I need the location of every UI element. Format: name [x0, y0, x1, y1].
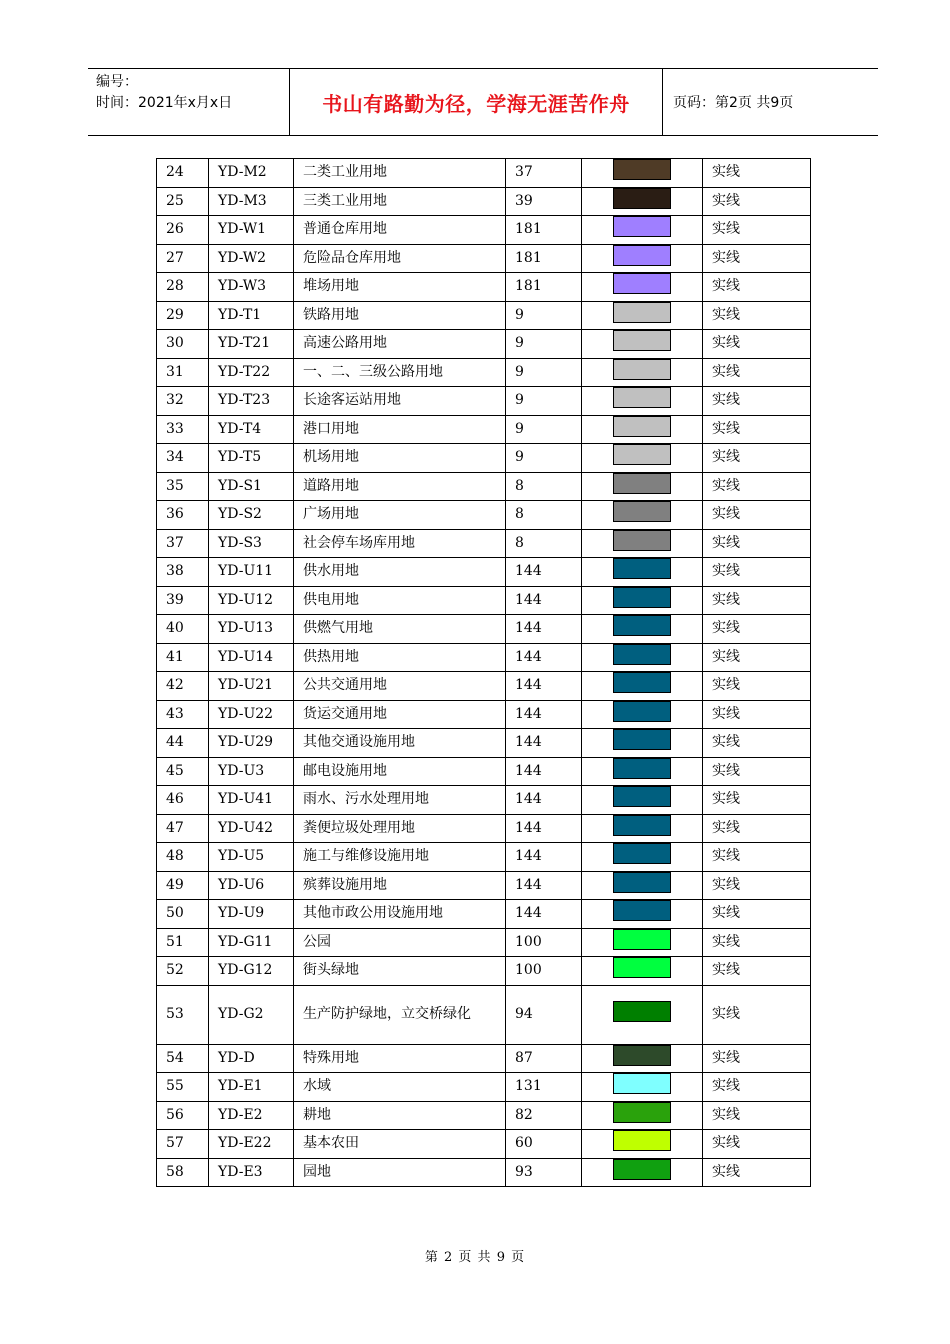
- land-use-code-cell: YD-U41: [209, 786, 294, 815]
- row-number-cell: 27: [157, 244, 209, 273]
- table-row: [157, 643, 811, 672]
- color-swatch-cell: [582, 643, 703, 672]
- color-swatch: [613, 929, 671, 950]
- line-type-cell: 实线: [703, 387, 811, 416]
- color-swatch-cell: [582, 985, 703, 1044]
- color-swatch-cell: [582, 558, 703, 587]
- row-number-cell: 34: [157, 444, 209, 473]
- land-use-name-cell: 港口用地: [294, 415, 506, 444]
- table-row: [157, 187, 811, 216]
- row-number-cell: 42: [157, 672, 209, 701]
- land-use-code-cell: YD-U3: [209, 757, 294, 786]
- line-type-cell: 实线: [703, 729, 811, 758]
- table-row: [157, 330, 811, 359]
- row-number-cell: 56: [157, 1101, 209, 1130]
- color-swatch: [613, 558, 671, 579]
- color-index-cell: 8: [506, 472, 582, 501]
- land-use-name-cell: 普通仓库用地: [294, 216, 506, 245]
- color-index-cell: 144: [506, 672, 582, 701]
- table-row: [157, 244, 811, 273]
- land-use-code-cell: YD-M3: [209, 187, 294, 216]
- land-use-name-cell: 供燃气用地: [294, 615, 506, 644]
- land-use-code-cell: YD-U5: [209, 843, 294, 872]
- land-use-code-cell: YD-W3: [209, 273, 294, 302]
- color-index-cell: 144: [506, 871, 582, 900]
- color-index-cell: 9: [506, 415, 582, 444]
- table-row: [157, 415, 811, 444]
- line-type-cell: 实线: [703, 900, 811, 929]
- table-row: [157, 529, 811, 558]
- land-use-code-cell: YD-T5: [209, 444, 294, 473]
- land-use-code-cell: YD-U9: [209, 900, 294, 929]
- row-number-cell: 46: [157, 786, 209, 815]
- land-use-code-cell: YD-U12: [209, 586, 294, 615]
- row-number-cell: 52: [157, 957, 209, 986]
- land-use-code-cell: YD-S1: [209, 472, 294, 501]
- color-index-cell: 144: [506, 643, 582, 672]
- color-swatch: [613, 444, 671, 465]
- page-header: [88, 68, 878, 136]
- land-use-code-cell: YD-G12: [209, 957, 294, 986]
- row-number-cell: 49: [157, 871, 209, 900]
- header-motto: 书山有路勤为径，学海无涯苦作舟: [290, 69, 663, 135]
- color-swatch: [613, 615, 671, 636]
- table-row: [157, 928, 811, 957]
- land-use-code-cell: YD-U6: [209, 871, 294, 900]
- header-number-label: 编号：: [96, 74, 138, 90]
- color-index-cell: 181: [506, 216, 582, 245]
- color-swatch-cell: [582, 301, 703, 330]
- color-index-cell: 144: [506, 786, 582, 815]
- row-number-cell: 41: [157, 643, 209, 672]
- color-index-cell: 8: [506, 501, 582, 530]
- land-use-name-cell: 生产防护绿地，立交桥绿化: [294, 985, 506, 1044]
- row-number-cell: 31: [157, 358, 209, 387]
- row-number-cell: 29: [157, 301, 209, 330]
- land-use-name-cell: 公园: [294, 928, 506, 957]
- table-row: [157, 1073, 811, 1102]
- land-use-code-cell: YD-U14: [209, 643, 294, 672]
- land-use-name-cell: 三类工业用地: [294, 187, 506, 216]
- color-swatch-cell: [582, 928, 703, 957]
- color-swatch: [613, 957, 671, 978]
- table-row: [157, 273, 811, 302]
- line-type-cell: 实线: [703, 501, 811, 530]
- row-number-cell: 37: [157, 529, 209, 558]
- line-type-cell: 实线: [703, 1101, 811, 1130]
- color-swatch: [613, 900, 671, 921]
- table-row: [157, 387, 811, 416]
- line-type-cell: 实线: [703, 1158, 811, 1187]
- color-swatch-cell: [582, 900, 703, 929]
- color-swatch: [613, 159, 671, 180]
- color-index-cell: 9: [506, 387, 582, 416]
- land-use-name-cell: 公共交通用地: [294, 672, 506, 701]
- color-swatch-cell: [582, 387, 703, 416]
- land-use-code-cell: YD-T21: [209, 330, 294, 359]
- land-use-name-cell: 广场用地: [294, 501, 506, 530]
- table-row: [157, 615, 811, 644]
- land-use-name-cell: 道路用地: [294, 472, 506, 501]
- table-row: [157, 358, 811, 387]
- color-index-cell: 100: [506, 957, 582, 986]
- table-row: [157, 216, 811, 245]
- land-use-name-cell: 邮电设施用地: [294, 757, 506, 786]
- land-use-name-cell: 供水用地: [294, 558, 506, 587]
- land-use-name-cell: 耕地: [294, 1101, 506, 1130]
- row-number-cell: 33: [157, 415, 209, 444]
- line-type-cell: 实线: [703, 444, 811, 473]
- table-row: [157, 1158, 811, 1187]
- color-index-cell: 144: [506, 558, 582, 587]
- land-use-name-cell: 社会停车场库用地: [294, 529, 506, 558]
- table-row: [157, 786, 811, 815]
- row-number-cell: 50: [157, 900, 209, 929]
- row-number-cell: 39: [157, 586, 209, 615]
- line-type-cell: 实线: [703, 244, 811, 273]
- table-row: [157, 444, 811, 473]
- color-index-cell: 131: [506, 1073, 582, 1102]
- land-use-name-cell: 高速公路用地: [294, 330, 506, 359]
- color-swatch: [613, 672, 671, 693]
- color-index-cell: 144: [506, 700, 582, 729]
- color-index-cell: 82: [506, 1101, 582, 1130]
- color-index-cell: 93: [506, 1158, 582, 1187]
- color-swatch-cell: [582, 415, 703, 444]
- page-footer: 第 2 页 共 9 页: [424, 1250, 526, 1265]
- color-index-cell: 144: [506, 814, 582, 843]
- line-type-cell: 实线: [703, 843, 811, 872]
- table-row: [157, 1101, 811, 1130]
- color-swatch: [613, 843, 671, 864]
- land-use-name-cell: 长途客运站用地: [294, 387, 506, 416]
- land-use-name-cell: 街头绿地: [294, 957, 506, 986]
- header-meta: [88, 69, 290, 135]
- color-index-cell: 9: [506, 301, 582, 330]
- land-use-code-cell: YD-U21: [209, 672, 294, 701]
- color-swatch: [613, 1102, 671, 1123]
- table-row: [157, 301, 811, 330]
- land-use-name-cell: 堆场用地: [294, 273, 506, 302]
- land-use-code-cell: YD-E3: [209, 1158, 294, 1187]
- line-type-cell: 实线: [703, 159, 811, 188]
- color-index-cell: 9: [506, 330, 582, 359]
- land-use-name-cell: 施工与维修设施用地: [294, 843, 506, 872]
- color-index-cell: 144: [506, 615, 582, 644]
- line-type-cell: 实线: [703, 643, 811, 672]
- line-type-cell: 实线: [703, 871, 811, 900]
- color-swatch: [613, 1073, 671, 1094]
- line-type-cell: 实线: [703, 472, 811, 501]
- line-type-cell: 实线: [703, 615, 811, 644]
- color-swatch: [613, 473, 671, 494]
- color-index-cell: 9: [506, 358, 582, 387]
- line-type-cell: 实线: [703, 757, 811, 786]
- land-use-code-cell: YD-D: [209, 1044, 294, 1073]
- row-number-cell: 43: [157, 700, 209, 729]
- land-use-name-cell: 二类工业用地: [294, 159, 506, 188]
- line-type-cell: 实线: [703, 529, 811, 558]
- table-row: [157, 843, 811, 872]
- land-use-code-cell: YD-S3: [209, 529, 294, 558]
- color-swatch: [613, 330, 671, 351]
- land-use-code-cell: YD-U42: [209, 814, 294, 843]
- land-use-code-cell: YD-T23: [209, 387, 294, 416]
- row-number-cell: 53: [157, 985, 209, 1044]
- land-use-legend-table: [156, 158, 811, 1187]
- land-use-code-cell: YD-G2: [209, 985, 294, 1044]
- color-index-cell: 94: [506, 985, 582, 1044]
- color-swatch: [613, 644, 671, 665]
- color-swatch: [613, 530, 671, 551]
- land-use-code-cell: YD-W1: [209, 216, 294, 245]
- table-row: [157, 558, 811, 587]
- color-index-cell: 60: [506, 1130, 582, 1159]
- line-type-cell: 实线: [703, 1044, 811, 1073]
- color-swatch: [613, 729, 671, 750]
- line-type-cell: 实线: [703, 672, 811, 701]
- color-swatch: [613, 872, 671, 893]
- land-use-name-cell: 雨水、污水处理用地: [294, 786, 506, 815]
- table-row: [157, 814, 811, 843]
- color-swatch: [613, 1159, 671, 1180]
- color-swatch: [613, 416, 671, 437]
- color-swatch-cell: [582, 187, 703, 216]
- color-swatch-cell: [582, 586, 703, 615]
- land-use-code-cell: YD-T1: [209, 301, 294, 330]
- color-swatch-cell: [582, 700, 703, 729]
- land-use-name-cell: 其他市政公用设施用地: [294, 900, 506, 929]
- land-use-code-cell: YD-T4: [209, 415, 294, 444]
- row-number-cell: 51: [157, 928, 209, 957]
- table-row: [157, 985, 811, 1044]
- line-type-cell: 实线: [703, 1073, 811, 1102]
- color-swatch-cell: [582, 871, 703, 900]
- color-swatch: [613, 701, 671, 722]
- color-swatch-cell: [582, 757, 703, 786]
- row-number-cell: 47: [157, 814, 209, 843]
- land-use-name-cell: 危险品仓库用地: [294, 244, 506, 273]
- line-type-cell: 实线: [703, 358, 811, 387]
- color-swatch-cell: [582, 1130, 703, 1159]
- land-use-name-cell: 粪便垃圾处理用地: [294, 814, 506, 843]
- line-type-cell: 实线: [703, 928, 811, 957]
- color-swatch: [613, 501, 671, 522]
- legend-table-body: [157, 159, 811, 1187]
- line-type-cell: 实线: [703, 786, 811, 815]
- color-index-cell: 87: [506, 1044, 582, 1073]
- color-swatch-cell: [582, 330, 703, 359]
- color-swatch-cell: [582, 444, 703, 473]
- row-number-cell: 26: [157, 216, 209, 245]
- color-swatch: [613, 1045, 671, 1066]
- land-use-name-cell: 一、二、三级公路用地: [294, 358, 506, 387]
- line-type-cell: 实线: [703, 957, 811, 986]
- line-type-cell: 实线: [703, 330, 811, 359]
- land-use-code-cell: YD-E2: [209, 1101, 294, 1130]
- row-number-cell: 32: [157, 387, 209, 416]
- color-swatch: [613, 302, 671, 323]
- color-swatch: [613, 786, 671, 807]
- land-use-code-cell: YD-E22: [209, 1130, 294, 1159]
- row-number-cell: 38: [157, 558, 209, 587]
- color-swatch-cell: [582, 1044, 703, 1073]
- table-row: [157, 757, 811, 786]
- land-use-name-cell: 园地: [294, 1158, 506, 1187]
- line-type-cell: 实线: [703, 985, 811, 1044]
- land-use-name-cell: 特殊用地: [294, 1044, 506, 1073]
- table-row: [157, 1130, 811, 1159]
- table-row: [157, 472, 811, 501]
- land-use-code-cell: YD-T22: [209, 358, 294, 387]
- row-number-cell: 57: [157, 1130, 209, 1159]
- color-index-cell: 181: [506, 244, 582, 273]
- line-type-cell: 实线: [703, 187, 811, 216]
- color-swatch: [613, 273, 671, 294]
- color-index-cell: 144: [506, 757, 582, 786]
- land-use-code-cell: YD-U13: [209, 615, 294, 644]
- table-row: [157, 957, 811, 986]
- land-use-code-cell: YD-U11: [209, 558, 294, 587]
- color-swatch: [613, 758, 671, 779]
- row-number-cell: 45: [157, 757, 209, 786]
- table-row: [157, 501, 811, 530]
- land-use-code-cell: YD-U29: [209, 729, 294, 758]
- table-row: [157, 159, 811, 188]
- table-row: [157, 1044, 811, 1073]
- land-use-name-cell: 机场用地: [294, 444, 506, 473]
- color-index-cell: 100: [506, 928, 582, 957]
- land-use-name-cell: 水域: [294, 1073, 506, 1102]
- color-index-cell: 37: [506, 159, 582, 188]
- line-type-cell: 实线: [703, 301, 811, 330]
- color-swatch-cell: [582, 1158, 703, 1187]
- header-page-info: 页码：第2页 共9页: [673, 95, 794, 111]
- table-row: [157, 900, 811, 929]
- line-type-cell: 实线: [703, 1130, 811, 1159]
- color-swatch-cell: [582, 244, 703, 273]
- land-use-code-cell: YD-W2: [209, 244, 294, 273]
- color-swatch-cell: [582, 814, 703, 843]
- land-use-code-cell: YD-M2: [209, 159, 294, 188]
- line-type-cell: 实线: [703, 700, 811, 729]
- land-use-name-cell: 供热用地: [294, 643, 506, 672]
- land-use-code-cell: YD-S2: [209, 501, 294, 530]
- row-number-cell: 54: [157, 1044, 209, 1073]
- table-row: [157, 871, 811, 900]
- land-use-name-cell: 基本农田: [294, 1130, 506, 1159]
- color-index-cell: 39: [506, 187, 582, 216]
- land-use-name-cell: 货运交通用地: [294, 700, 506, 729]
- color-swatch: [613, 359, 671, 380]
- color-swatch: [613, 216, 671, 237]
- color-swatch: [613, 587, 671, 608]
- color-index-cell: 144: [506, 729, 582, 758]
- row-number-cell: 40: [157, 615, 209, 644]
- color-swatch-cell: [582, 1101, 703, 1130]
- line-type-cell: 实线: [703, 415, 811, 444]
- land-use-name-cell: 殡葬设施用地: [294, 871, 506, 900]
- color-swatch-cell: [582, 358, 703, 387]
- row-number-cell: 28: [157, 273, 209, 302]
- color-swatch-cell: [582, 472, 703, 501]
- color-index-cell: 181: [506, 273, 582, 302]
- row-number-cell: 36: [157, 501, 209, 530]
- color-swatch-cell: [582, 501, 703, 530]
- color-index-cell: 8: [506, 529, 582, 558]
- row-number-cell: 30: [157, 330, 209, 359]
- row-number-cell: 44: [157, 729, 209, 758]
- row-number-cell: 24: [157, 159, 209, 188]
- color-swatch: [613, 1001, 671, 1022]
- color-swatch-cell: [582, 672, 703, 701]
- table-row: [157, 700, 811, 729]
- color-swatch-cell: [582, 273, 703, 302]
- header-date: 时间：2021年x月x日: [96, 95, 233, 111]
- color-swatch-cell: [582, 1073, 703, 1102]
- land-use-name-cell: 供电用地: [294, 586, 506, 615]
- color-swatch-cell: [582, 843, 703, 872]
- color-swatch-cell: [582, 957, 703, 986]
- land-use-code-cell: YD-U22: [209, 700, 294, 729]
- table-row: [157, 586, 811, 615]
- land-use-name-cell: 铁路用地: [294, 301, 506, 330]
- color-swatch: [613, 815, 671, 836]
- row-number-cell: 55: [157, 1073, 209, 1102]
- line-type-cell: 实线: [703, 216, 811, 245]
- line-type-cell: 实线: [703, 586, 811, 615]
- color-swatch: [613, 1130, 671, 1151]
- line-type-cell: 实线: [703, 558, 811, 587]
- color-swatch-cell: [582, 786, 703, 815]
- land-use-code-cell: YD-E1: [209, 1073, 294, 1102]
- color-swatch: [613, 245, 671, 266]
- color-swatch-cell: [582, 615, 703, 644]
- color-swatch: [613, 188, 671, 209]
- color-swatch-cell: [582, 159, 703, 188]
- line-type-cell: 实线: [703, 814, 811, 843]
- table-row: [157, 729, 811, 758]
- land-use-code-cell: YD-G11: [209, 928, 294, 957]
- line-type-cell: 实线: [703, 273, 811, 302]
- color-swatch-cell: [582, 216, 703, 245]
- row-number-cell: 35: [157, 472, 209, 501]
- color-index-cell: 144: [506, 843, 582, 872]
- color-swatch: [613, 387, 671, 408]
- table-row: [157, 672, 811, 701]
- row-number-cell: 58: [157, 1158, 209, 1187]
- row-number-cell: 25: [157, 187, 209, 216]
- land-use-name-cell: 其他交通设施用地: [294, 729, 506, 758]
- row-number-cell: 48: [157, 843, 209, 872]
- color-index-cell: 9: [506, 444, 582, 473]
- color-swatch-cell: [582, 529, 703, 558]
- color-swatch-cell: [582, 729, 703, 758]
- color-index-cell: 144: [506, 586, 582, 615]
- color-index-cell: 144: [506, 900, 582, 929]
